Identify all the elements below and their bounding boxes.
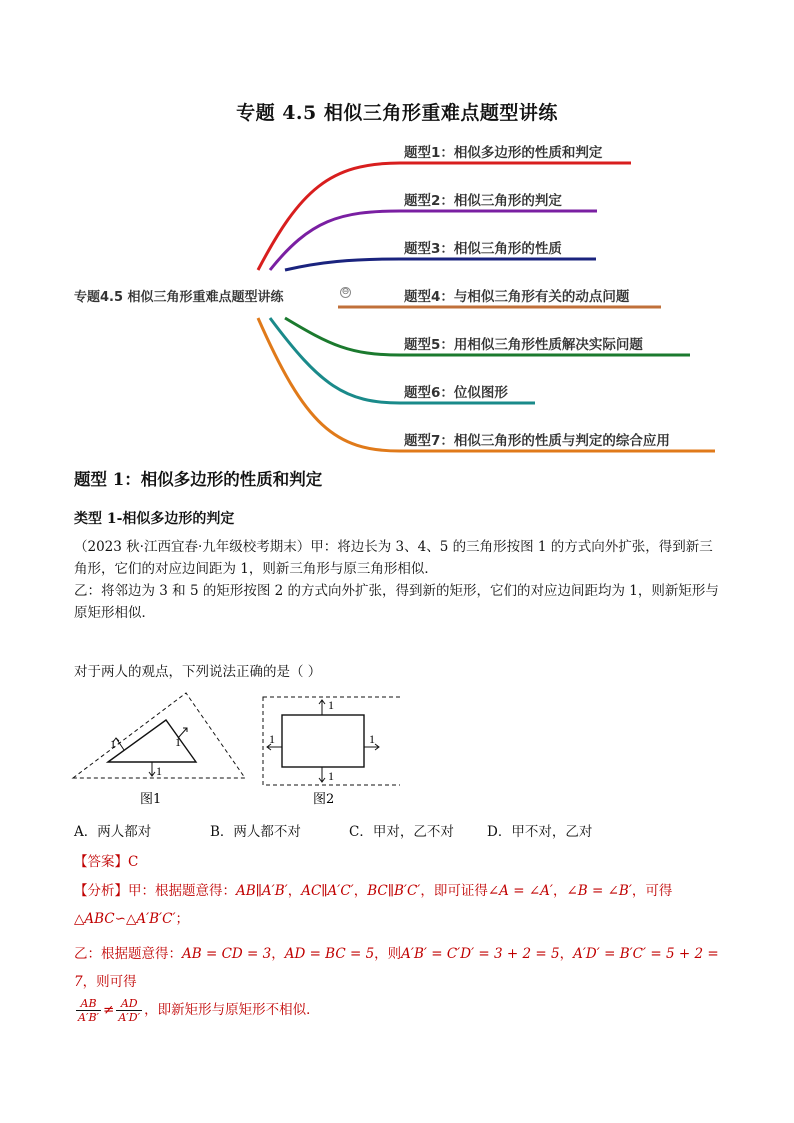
option-d[interactable]: D．甲不对，乙对 [487, 824, 593, 840]
mindmap-root[interactable]: 专题4.5 相似三角形重难点题型讲练 [74, 290, 284, 305]
analysis-comma: ， [353, 883, 368, 899]
math-new-ad: A′D′ = B′C′ = 5 + 2 = 7 [74, 946, 719, 990]
analysis-comma: ， [271, 946, 285, 962]
fraction-ad-denominator: A′D′ [118, 1011, 141, 1024]
problem-line-1: （2023 秋·江西宜春·九年级校考期末）甲：将边长为 3、4、5 的三角形按图 1 的方式向外扩张，得到新三 [74, 539, 713, 555]
option-a[interactable]: A．两人都对 [74, 824, 152, 840]
mindmap-branch-4[interactable]: 题型4：与相似三角形有关的动点问题 [404, 289, 630, 305]
answer-tag: 【答案】 [74, 854, 128, 870]
mindmap-branch-5[interactable]: 题型5：用相似三角形性质解决实际问题 [404, 337, 643, 353]
answer-value: C [128, 854, 139, 870]
fraction-ab-numerator: AB [76, 997, 101, 1011]
figure-2-caption: 图2 [313, 792, 335, 807]
problem-question: 对于两人的观点，下列说法正确的是（ ） [74, 664, 322, 680]
option-c[interactable]: C．甲对，乙不对 [349, 824, 454, 840]
mindmap-connectors [0, 0, 794, 470]
problem-text [74, 536, 724, 624]
page-title: 专题 4.5 相似三角形重难点题型讲练 [236, 102, 558, 124]
fig1-distance-label-left: 1 [110, 737, 116, 751]
section-subheading: 类型 1-相似多边形的判定 [74, 511, 235, 527]
math-ab-parallel: AB∥A′B′ [236, 883, 288, 899]
option-b[interactable]: B．两人都不对 [210, 824, 301, 840]
math-angle-a: ∠A = ∠A′ [487, 883, 553, 899]
mindmap-branch-7[interactable]: 题型7：相似三角形的性质与判定的综合应用 [404, 433, 670, 449]
fig2-distance-label-top: 1 [328, 698, 334, 712]
analysis-jia-end: ； [175, 911, 190, 927]
math-new-ab: A′B′ = C′D′ = 3 + 2 = 5 [401, 946, 560, 962]
analysis-comma: ， [287, 883, 302, 899]
fig2-distance-label-left: 1 [269, 732, 275, 746]
mindmap-branch-2[interactable]: 题型2：相似三角形的判定 [404, 193, 562, 209]
fig2-distance-label-right: 1 [369, 732, 375, 746]
fraction-ab [76, 997, 101, 1024]
analysis-comma: ， [552, 883, 567, 899]
neq-symbol: ≠ [103, 1002, 115, 1018]
analysis-tag: 【分析】 [74, 883, 128, 899]
analysis-jia-intro: 甲：根据题意得： [128, 883, 236, 899]
mindmap-branch-1[interactable]: 题型1：相似多边形的性质和判定 [404, 145, 603, 161]
problem-line-2: 角形，它们的对应边间距为 1，则新三角形与原三角形相似． [74, 561, 438, 577]
analysis-jia-text-2: ，可得 [631, 883, 673, 899]
fraction-ad [116, 997, 142, 1024]
analysis-yi-intro: 乙：根据题意得： [74, 946, 182, 962]
analysis-yi [74, 940, 724, 1024]
math-angle-b: ∠B = ∠B′ [566, 883, 632, 899]
math-ab-cd: AB = CD = 3 [182, 946, 272, 962]
analysis-yi-end: ，即新矩形与原矩形不相似． [144, 1002, 320, 1018]
analysis-jia-text-1: ，即可证得 [420, 883, 488, 899]
fig2-distance-label-bottom: 1 [328, 769, 334, 783]
problem-line-4: 原矩形相似． [74, 605, 155, 621]
collapse-icon[interactable]: ⊖ [341, 287, 350, 297]
mindmap-branch-6[interactable]: 题型6：位似图形 [404, 385, 508, 401]
math-similar-triangles: △ABC∽△A′B′C′ [74, 911, 176, 927]
analysis-jia [74, 877, 724, 933]
mindmap-branch-3[interactable]: 题型3：相似三角形的性质 [404, 241, 562, 257]
section-heading: 题型 1：相似多边形的性质和判定 [74, 470, 323, 489]
problem-line-3: 乙：将邻边为 3 和 5 的矩形按图 2 的方式向外扩张，得到新的矩形，它们的对应边间距均为 1，则新矩形与 [74, 583, 719, 599]
math-ac-parallel: AC∥A′C′ [301, 883, 354, 899]
analysis-comma: ， [559, 946, 574, 962]
math-ad-bc: AD = BC = 5 [284, 946, 375, 962]
fraction-ad-numerator: AD [116, 997, 142, 1011]
fig1-distance-label-right: 1 [175, 735, 181, 749]
figure-1-caption: 图1 [140, 792, 162, 807]
problem-figures [60, 690, 400, 810]
fraction-ab-denominator: A′B′ [78, 1011, 100, 1024]
math-bc-parallel: BC∥B′C′ [367, 883, 421, 899]
analysis-yi-text-2: ，则可得 [82, 974, 137, 990]
answer-line [74, 850, 138, 870]
analysis-yi-text-1: ，则 [374, 946, 402, 962]
branch-connector-3 [285, 259, 596, 270]
fig1-distance-label-bottom: 1 [156, 764, 162, 778]
